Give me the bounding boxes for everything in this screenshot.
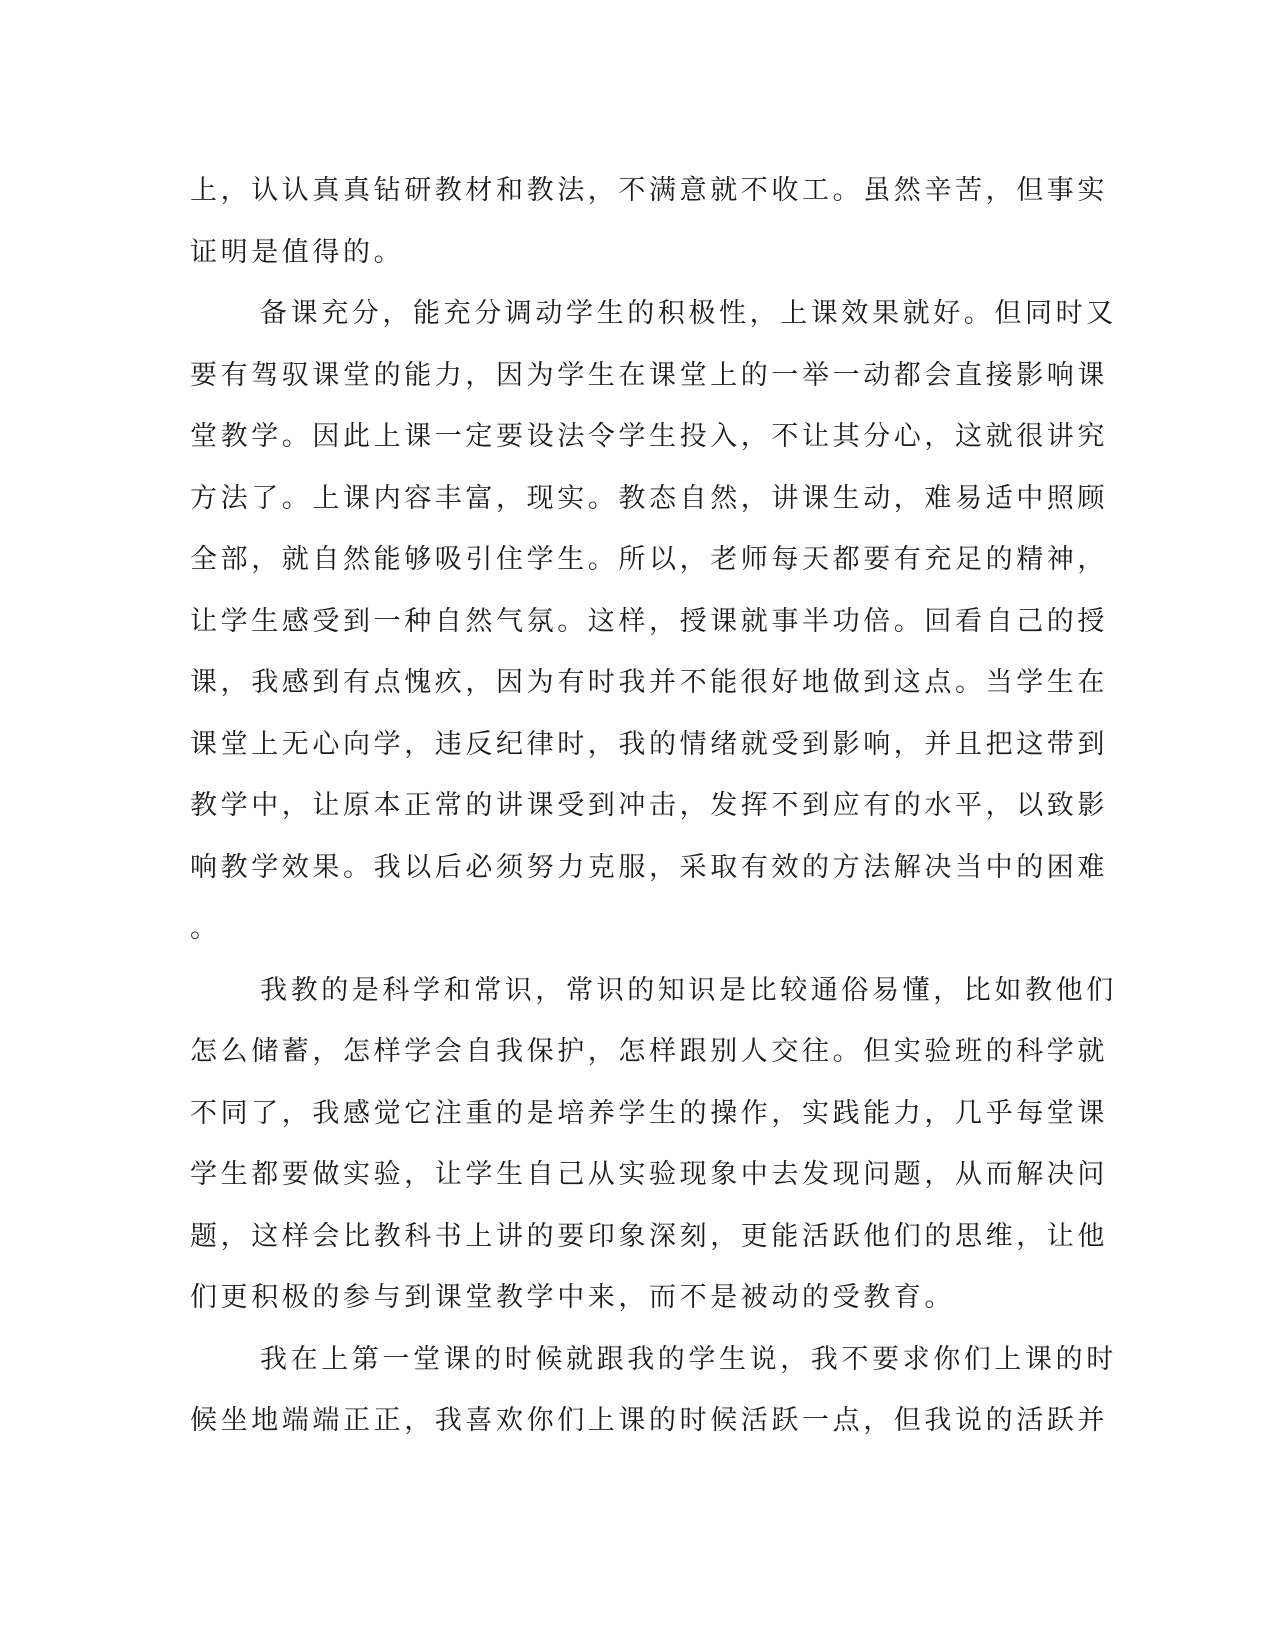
text-line: 学生都要做实验，让学生自己从实验现象中去发现问题，从而解决问 bbox=[190, 1159, 1108, 1190]
text-line: 响教学效果。我以后必须努力克服，采取有效的方法解决当中的困难 bbox=[190, 851, 1108, 883]
text-line: 教学中，让原本正常的讲课受到冲击，发挥不到应有的水平，以致影 bbox=[190, 790, 1108, 821]
document-body bbox=[190, 160, 1117, 1452]
text-line: 证明是值得的。 bbox=[190, 236, 405, 268]
text-line: 。 bbox=[190, 913, 221, 944]
text-line: 不同了，我感觉它注重的是培养学生的操作，实践能力，几乎每堂课 bbox=[190, 1097, 1108, 1129]
text-line: 候坐地端端正正，我喜欢你们上课的时候活跃一点，但我说的活跃并 bbox=[190, 1405, 1108, 1436]
text-line: 课，我感到有点愧疚，因为有时我并不能很好地做到这点。当学生在 bbox=[190, 667, 1108, 698]
text-line: 全部，就自然能够吸引住学生。所以，老师每天都要有充足的精神， bbox=[190, 544, 1108, 575]
paragraph-start-line: 我在上第一堂课的时候就跟我的学生说，我不要求你们上课的时 bbox=[260, 1343, 1117, 1375]
text-line: 堂教学。因此上课一定要设法令学生投入，不让其分心，这就很讲究 bbox=[190, 421, 1108, 452]
text-line: 们更积极的参与到课堂教学中来，而不是被动的受教育。 bbox=[190, 1282, 955, 1313]
text-line: 要有驾驭课堂的能力，因为学生在课堂上的一举一动都会直接影响课 bbox=[190, 359, 1108, 391]
text-line: 怎么储蓄，怎样学会自我保护，怎样跟别人交往。但实验班的科学就 bbox=[190, 1036, 1108, 1067]
paragraph-start-line: 我教的是科学和常识，常识的知识是比较通俗易懂，比如教他们 bbox=[260, 974, 1117, 1006]
text-line: 让学生感受到一种自然气氛。这样，授课就事半功倍。回看自己的授 bbox=[190, 605, 1108, 637]
text-line: 课堂上无心向学，违反纪律时，我的情绪就受到影响，并且把这带到 bbox=[190, 728, 1108, 760]
paragraph-start-line: 备课充分，能充分调动学生的积极性，上课效果就好。但同时又 bbox=[260, 298, 1117, 329]
text-line: 上，认认真真钻研教材和教法，不满意就不收工。虽然辛苦，但事实 bbox=[190, 175, 1108, 206]
text-line: 题，这样会比教科书上讲的要印象深刻，更能活跃他们的思维，让他 bbox=[190, 1220, 1108, 1252]
text-line: 方法了。上课内容丰富，现实。教态自然，讲课生动，难易适中照顾 bbox=[190, 482, 1108, 514]
